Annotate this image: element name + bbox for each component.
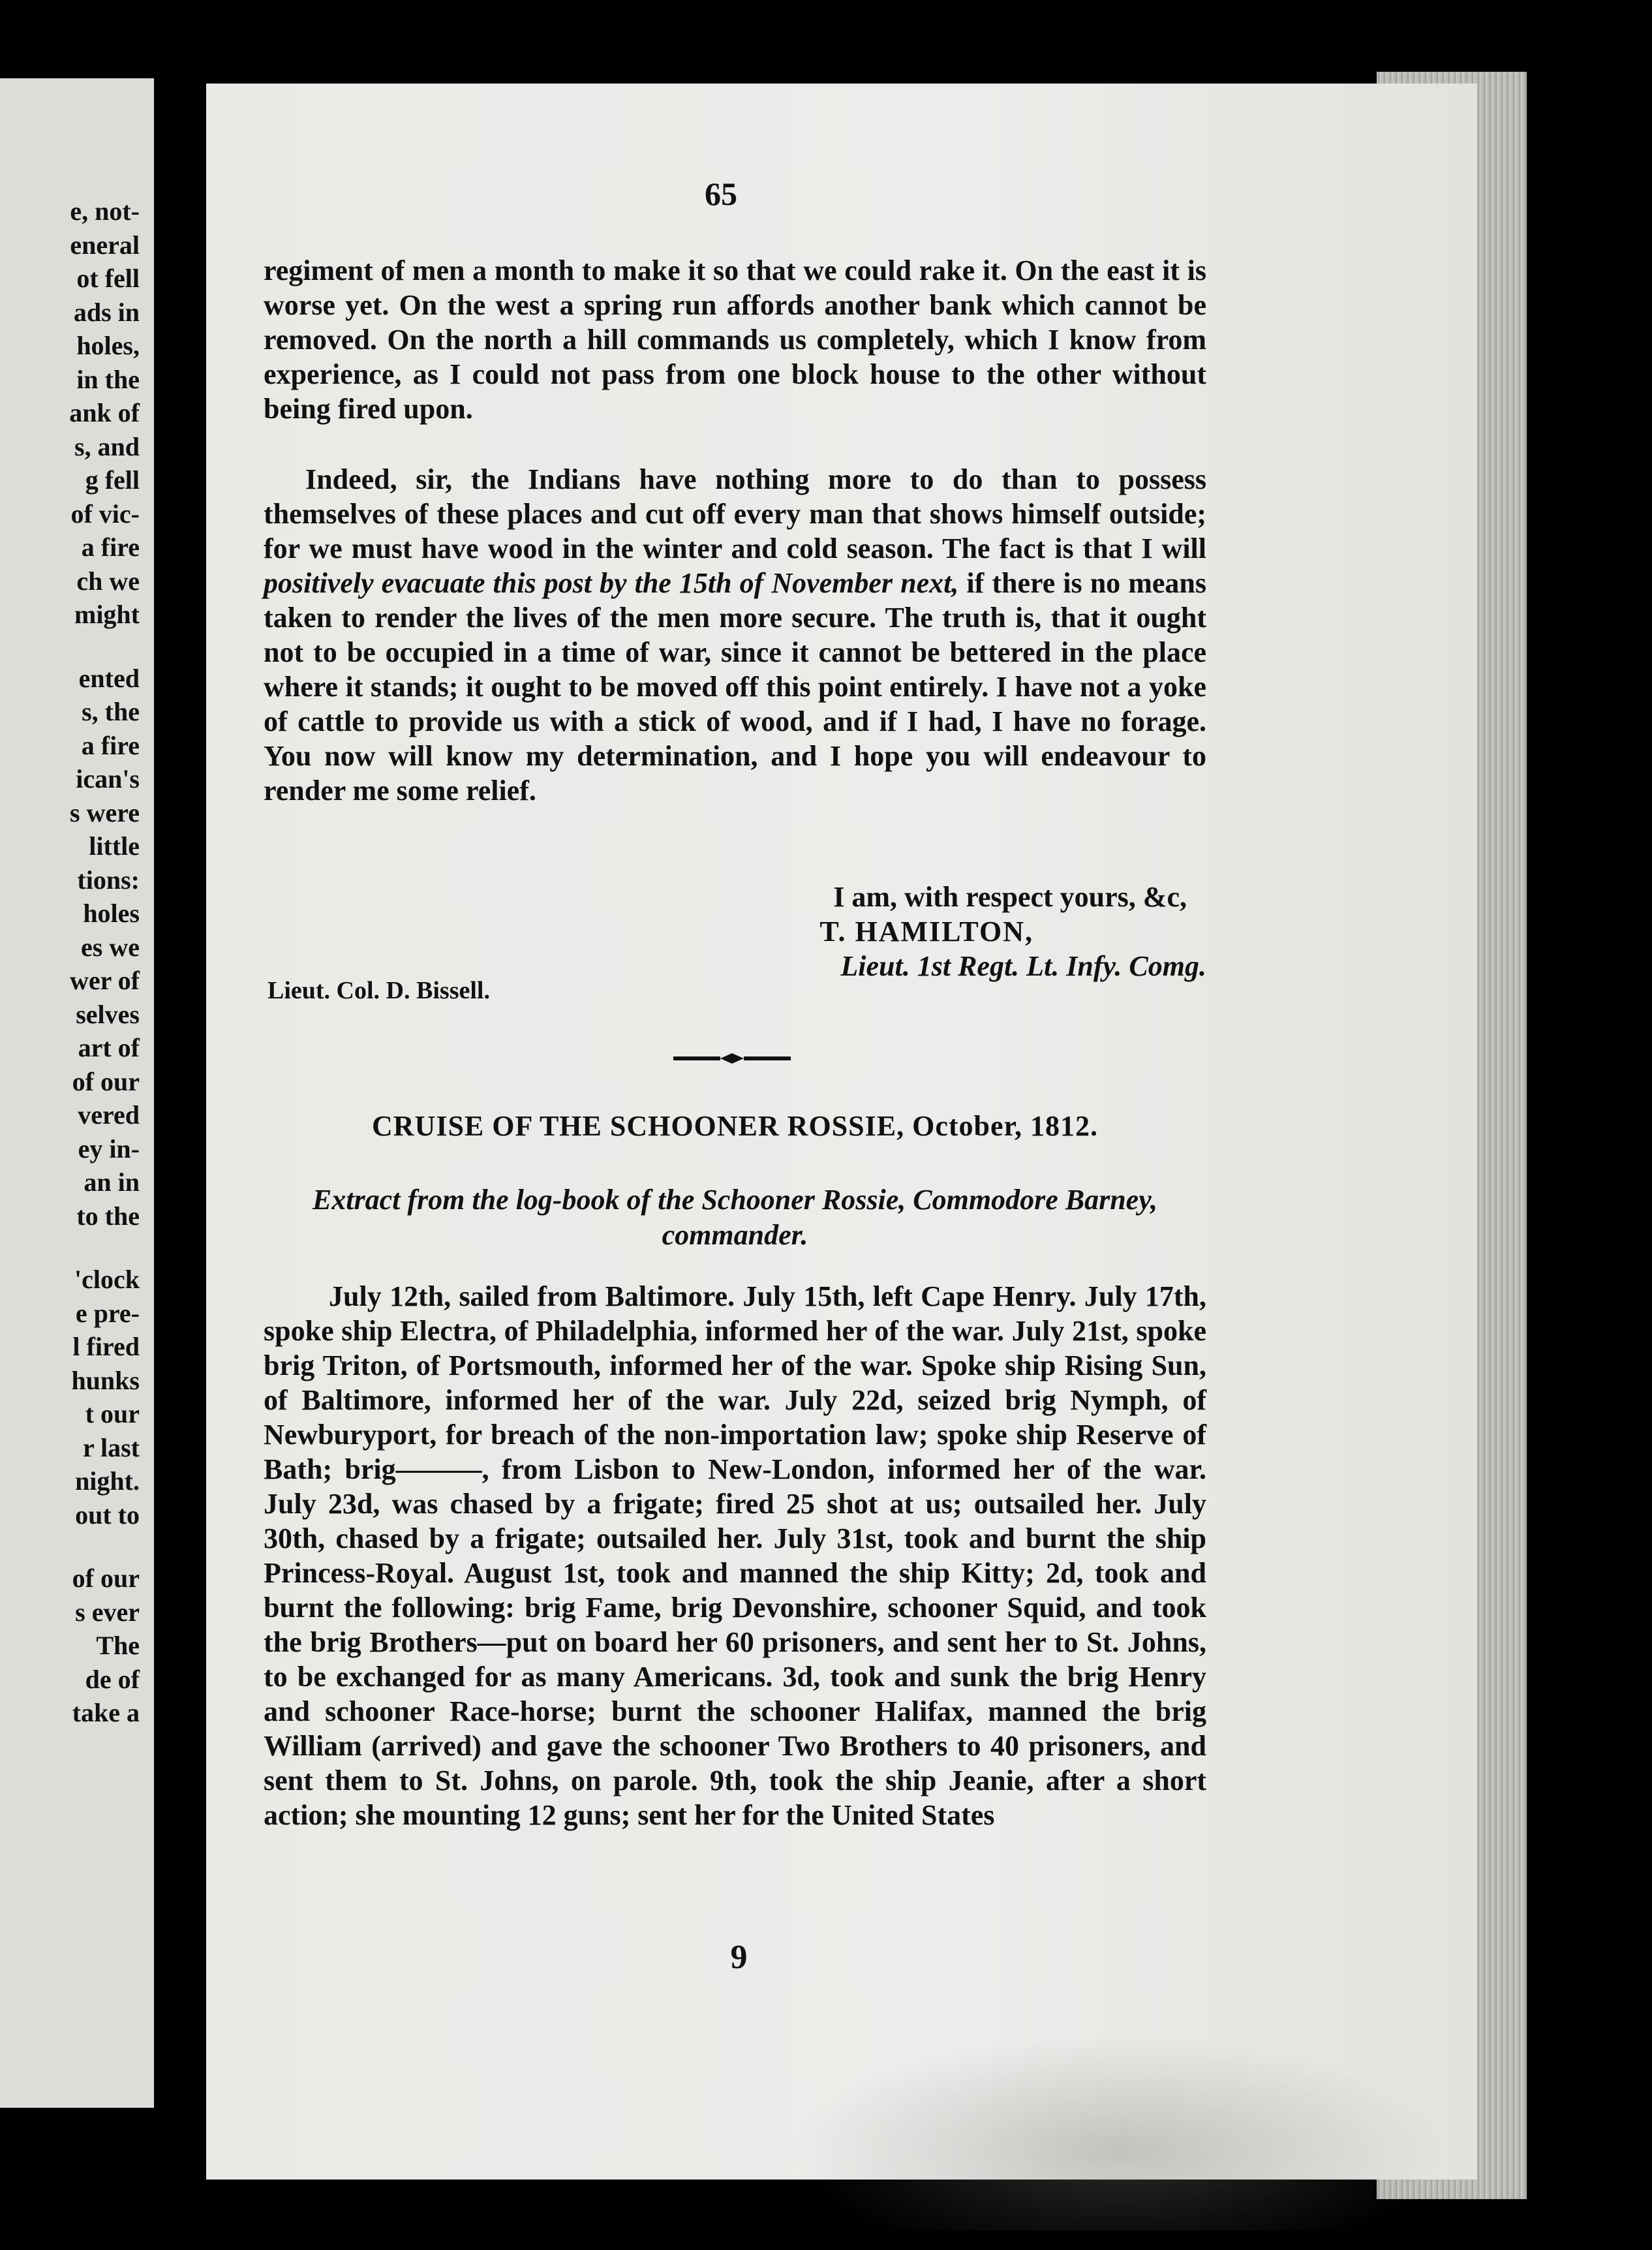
left-page-fragment: 'clock (74, 1265, 140, 1294)
left-page-fragment: little (89, 831, 140, 861)
left-page-fragment: of vic- (70, 499, 140, 529)
signer-title: Lieut. 1st Regt. Lt. Infy. Comg. (840, 950, 1206, 982)
section-subtitle: Extract from the log-book of the Schooner Rossie, Commodore Barney, commander. (312, 1184, 1158, 1251)
letter-signoff (264, 880, 1206, 983)
log-book-paragraph: July 12th, sailed from Baltimore. July 15th, left Cape Henry. July 17th, spoke ship Electra, of Philadelphia, informed her of the war. July 21st, spoke brig Triton, of Portsmouth, informed her of the war. Spoke ship Rising Sun, of Baltimore, informed her of the war. July 22d, seized brig Nymph, of Newburyport, for breach of the non-importation law; spoke ship Reserve of Bath; brig———, from Lisbon to New-London, informed her of the war. July 23d, was chased by a frigate; fired 25 shot at us; outsailed her. July 30th, chased by a frigate; outsailed her. July 31st, took and burnt the ship Princess-Royal. August 1st, took and manned the ship Kitty; 2d, took and burnt the following: brig Fame, brig Devonshire, schooner Squid, and took the brig Brothers—put on board her 60 prisoners, and sent her to St. Johns, to be exchanged for as many Americans. 3d, took and sunk the brig Henry and schooner Race-horse; burnt the schooner Halifax, manned the brig William (arrived) and gave the schooner Two Brothers to 40 prisoners, and sent them to St. Johns, on parole. 9th, took the ship Jeanie, after a short action; she mounting 12 guns; sent her for the United States (264, 1280, 1206, 1831)
left-page-fragment: hunks (71, 1365, 140, 1395)
closing-line: I am, with respect yours, &c, (833, 881, 1187, 913)
left-page-fragment: might (74, 600, 140, 629)
left-page-fragment: ican's (76, 764, 140, 794)
signature-mark: 9 (730, 1939, 748, 1976)
letter-paragraph-2-end: if there is no means taken to render the lives of the men more secure. The truth is, that it ought not to be occupied in a time of war, since it cannot be bettered in the place where it stands; it ought to be moved off this point entirely. I have not a yoke of cattle to provide us with a stick of wood, and if I had, I have no forage. You now will know my determination, and I hope you will endeavour to render me some relief. (264, 567, 1206, 807)
section-title: CRUISE OF THE SCHOONER ROSSIE, October, 1812. (372, 1110, 1098, 1142)
left-page-fragment: of our (72, 1564, 140, 1593)
left-page-fragment: l fired (72, 1332, 140, 1361)
left-page-fragment: vered (78, 1100, 140, 1130)
left-page-fragment: ented (78, 663, 140, 693)
left-page-fragment: s, the (82, 697, 140, 726)
section-divider-ornament (673, 1051, 791, 1066)
left-page-fragment: selves (76, 999, 140, 1029)
left-page-fragment: g fell (85, 465, 140, 495)
signer-name: T. HAMILTON, (819, 916, 1033, 948)
left-page-fragment: art of (78, 1033, 140, 1062)
left-page-fragment: take a (72, 1698, 140, 1727)
left-page-fragment: ot fell (76, 264, 140, 293)
left-page-fragment: ank of (69, 398, 140, 427)
left-page-fragment: out to (75, 1500, 140, 1530)
left-page-fragment: The (96, 1631, 140, 1660)
left-page-fragment: ey in- (78, 1133, 140, 1164)
left-page-fragment: night. (75, 1466, 140, 1496)
left-page-fragment: an in (84, 1167, 140, 1197)
page-number: 65 (705, 176, 737, 212)
letter-paragraph-2 (264, 462, 1206, 808)
left-page-fragment: ch we (76, 566, 140, 596)
left-page-fragment: holes, (76, 331, 140, 360)
left-page-fragment: r last (82, 1432, 140, 1462)
letter-paragraph-1: regiment of men a month to make it so that we could rake it. On the east it is worse yet. On the west a spring run affords another bank which cannot be removed. On the north a hill commands us completely, which I know from experience, as I could not pass from one block house to the other without being fired upon. (264, 254, 1206, 425)
addressee: Lieut. Col. D. Bissell. (268, 977, 490, 1004)
left-page-fragment: de of (85, 1664, 140, 1694)
left-page-fragment: e, not- (70, 196, 140, 226)
left-page-fragment: a fire (81, 532, 140, 562)
left-page-fragment: s were (70, 797, 140, 827)
left-page-fragment: to the (76, 1201, 140, 1231)
left-page-fragment: a fire (81, 730, 140, 760)
left-page-fragment: s, and (74, 431, 140, 461)
left-page-fragment: eneral (70, 230, 140, 260)
book-gutter (154, 0, 206, 2250)
left-page-fragment: t our (85, 1399, 140, 1428)
left-page-fragment: wer of (70, 966, 140, 995)
left-page-text-fragments (0, 78, 154, 2108)
left-page-fragment: holes (83, 899, 140, 928)
left-page-fragment: s ever (75, 1597, 140, 1627)
left-page-fragment: in the (76, 364, 140, 394)
left-page-fragment: e pre- (75, 1298, 140, 1328)
water-stain (793, 2035, 1446, 2230)
evacuation-date-emphasis: positively evacuate this post by the 15th of November next, (264, 567, 959, 599)
left-page-fragment: es we (81, 932, 140, 962)
left-facing-page (0, 78, 154, 2108)
left-page-fragment: ads in (73, 297, 140, 327)
left-page-fragment: of our (72, 1066, 140, 1096)
letter-paragraph-2-start: Indeed, sir, the Indians have nothing more to do than to possess themselves of these places and cut off every man that shows himself outside; for we must have wood in the winter and cold season. The fact is that I will (264, 463, 1206, 564)
left-page-fragment: tions: (77, 865, 140, 895)
